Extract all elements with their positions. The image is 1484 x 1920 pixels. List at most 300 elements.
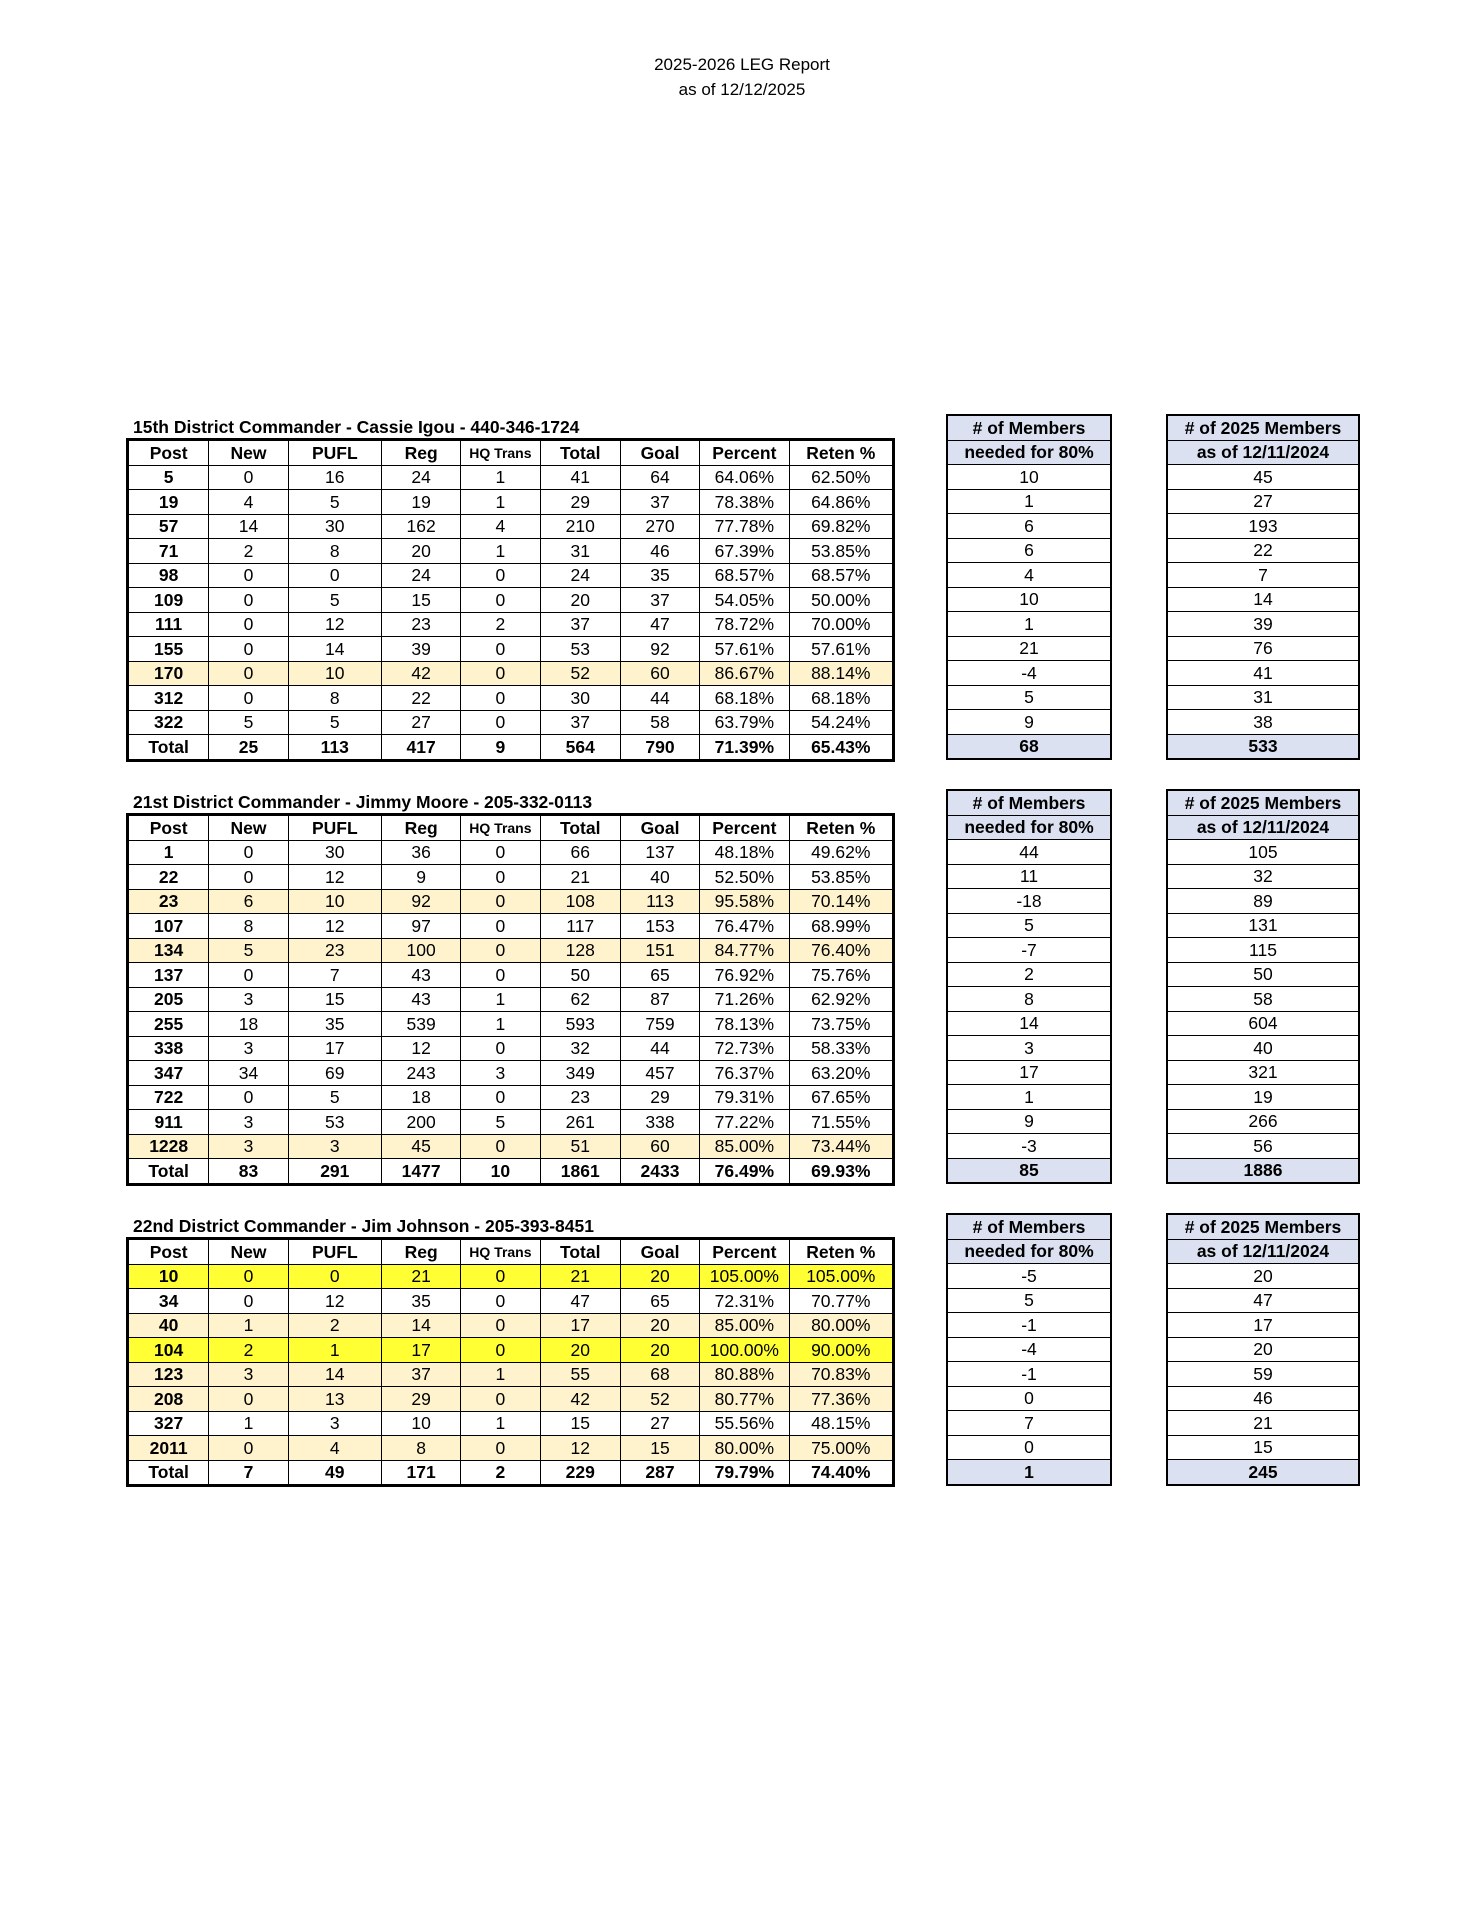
side-row: [1167, 1411, 1359, 1436]
cell-reten: 53.85%: [789, 865, 892, 890]
cell-reten: 74.40%: [789, 1460, 892, 1485]
cell-reten: 64.86%: [789, 490, 892, 515]
cell-pufl: 5: [288, 1085, 381, 1110]
side-header-row: [947, 440, 1111, 465]
side-row: [947, 1134, 1111, 1159]
cell-goal: 790: [620, 735, 699, 760]
side-row: [1167, 465, 1359, 490]
side-value: 604: [1167, 1011, 1359, 1036]
cell-reg: 21: [381, 1264, 460, 1289]
cell-goal: 40: [620, 865, 699, 890]
cell-pufl: 12: [288, 865, 381, 890]
cell-reten: 105.00%: [789, 1264, 892, 1289]
side-row: [947, 1386, 1111, 1411]
cell-percent: 76.37%: [700, 1061, 789, 1086]
cell-hq: 0: [461, 637, 540, 662]
cell-new: 0: [209, 1289, 288, 1314]
table-row: [129, 563, 893, 588]
column-header: Reten %: [789, 1240, 892, 1265]
cell-percent: 76.49%: [700, 1159, 789, 1184]
side-header: # of 2025 Members: [1167, 1214, 1359, 1239]
cell-goal: 759: [620, 1012, 699, 1037]
cell-percent: 76.47%: [700, 914, 789, 939]
cell-total: 32: [540, 1036, 620, 1061]
side-value: 5: [947, 913, 1111, 938]
cell-reten: 71.55%: [789, 1110, 892, 1135]
table-row: [129, 637, 893, 662]
cell-reg: 23: [381, 612, 460, 637]
cell-reg: 45: [381, 1134, 460, 1159]
cell-post: 40: [129, 1313, 209, 1338]
cell-reten: 65.43%: [789, 735, 892, 760]
cell-new: 0: [209, 588, 288, 613]
cell-post: 1228: [129, 1134, 209, 1159]
cell-percent: 72.31%: [700, 1289, 789, 1314]
side-row: [1167, 661, 1359, 686]
side-value: -4: [947, 661, 1111, 686]
cell-reg: 200: [381, 1110, 460, 1135]
cell-new: 0: [209, 563, 288, 588]
cell-pufl: 13: [288, 1387, 381, 1412]
side-value: 5: [947, 685, 1111, 710]
cell-new: 3: [209, 1362, 288, 1387]
side-row: [1167, 840, 1359, 865]
cell-post: 312: [129, 686, 209, 711]
side-row: [947, 1362, 1111, 1387]
cell-post: 1: [129, 840, 209, 865]
side-header-row: [947, 790, 1111, 815]
cell-total: 62: [540, 987, 620, 1012]
table-row: [129, 1085, 893, 1110]
table-header-row: [129, 441, 893, 466]
table-row: [129, 710, 893, 735]
side-value: 20: [1167, 1337, 1359, 1362]
cell-pufl: 0: [288, 1264, 381, 1289]
cell-goal: 338: [620, 1110, 699, 1135]
cell-new: 3: [209, 1110, 288, 1135]
column-header: Goal: [620, 1240, 699, 1265]
cell-pufl: 16: [288, 465, 381, 490]
cell-reg: 15: [381, 588, 460, 613]
cell-pufl: 3: [288, 1134, 381, 1159]
cell-reg: 39: [381, 637, 460, 662]
side-row: [1167, 1109, 1359, 1134]
side-total: 1886: [1167, 1158, 1359, 1183]
side-total: 245: [1167, 1460, 1359, 1485]
cell-hq: 0: [461, 1338, 540, 1363]
side-header: needed for 80%: [947, 815, 1111, 840]
side-value: 45: [1167, 465, 1359, 490]
cell-new: 4: [209, 490, 288, 515]
cell-hq: 1: [461, 987, 540, 1012]
table-row: [129, 612, 893, 637]
side-row: [1167, 538, 1359, 563]
side-row: [947, 685, 1111, 710]
side-value: 6: [947, 514, 1111, 539]
cell-total: 37: [540, 710, 620, 735]
cell-new: 2: [209, 539, 288, 564]
cell-total: 21: [540, 865, 620, 890]
cell-hq: 1: [461, 1411, 540, 1436]
side-row: [947, 1288, 1111, 1313]
cell-post: 170: [129, 661, 209, 686]
side-value: 0: [947, 1435, 1111, 1460]
cell-post: 722: [129, 1085, 209, 1110]
cell-reten: 67.65%: [789, 1085, 892, 1110]
district-title: 22nd District Commander - Jim Johnson - 205-393-8451: [133, 1216, 594, 1236]
district-title: 21st District Commander - Jimmy Moore - 205-332-0113: [133, 792, 593, 812]
side-row: [947, 1060, 1111, 1085]
side-header: # of Members: [947, 1214, 1111, 1239]
cell-reg: 43: [381, 987, 460, 1012]
district-table: [128, 1239, 893, 1485]
cell-reten: 77.36%: [789, 1387, 892, 1412]
table-row: [129, 963, 893, 988]
cell-reg: 27: [381, 710, 460, 735]
cell-pufl: 10: [288, 889, 381, 914]
cell-hq: 0: [461, 588, 540, 613]
side-header: # of Members: [947, 415, 1111, 440]
cell-reten: 73.44%: [789, 1134, 892, 1159]
column-header: Reg: [381, 816, 460, 841]
cell-total: 42: [540, 1387, 620, 1412]
cell-reg: 9: [381, 865, 460, 890]
side-total: 533: [1167, 734, 1359, 759]
side-value: 11: [947, 864, 1111, 889]
side-value: 8: [947, 987, 1111, 1012]
side-value: 17: [1167, 1313, 1359, 1338]
side-row: [947, 987, 1111, 1012]
side-row: [1167, 1264, 1359, 1289]
cell-hq: 0: [461, 865, 540, 890]
column-header: Total: [540, 816, 620, 841]
side-row: [1167, 962, 1359, 987]
cell-goal: 287: [620, 1460, 699, 1485]
cell-post: 71: [129, 539, 209, 564]
column-header: Reg: [381, 441, 460, 466]
side-row: [1167, 514, 1359, 539]
cell-reten: 73.75%: [789, 1012, 892, 1037]
side-value: 38: [1167, 710, 1359, 735]
side-row: [947, 563, 1111, 588]
members-2025-table: [1166, 789, 1360, 1184]
side-row: [947, 1337, 1111, 1362]
cell-new: 1: [209, 1411, 288, 1436]
table-row: [129, 865, 893, 890]
cell-new: 0: [209, 865, 288, 890]
cell-goal: 20: [620, 1338, 699, 1363]
cell-total: 24: [540, 563, 620, 588]
side-value: 19: [1167, 1085, 1359, 1110]
cell-pufl: 10: [288, 661, 381, 686]
cell-post: 347: [129, 1061, 209, 1086]
cell-post: 57: [129, 514, 209, 539]
cell-reten: 54.24%: [789, 710, 892, 735]
cell-pufl: 12: [288, 612, 381, 637]
report-title: 2025-2026 LEG Report: [654, 55, 830, 74]
side-header-row: [947, 815, 1111, 840]
table-row: [129, 1012, 893, 1037]
cell-pufl: 8: [288, 686, 381, 711]
cell-hq: 1: [461, 1362, 540, 1387]
table-row: [129, 490, 893, 515]
side-row: [1167, 489, 1359, 514]
cell-total: 53: [540, 637, 620, 662]
cell-reten: 49.62%: [789, 840, 892, 865]
side-row: [1167, 1288, 1359, 1313]
side-header: needed for 80%: [947, 1239, 1111, 1264]
side-row: [947, 1435, 1111, 1460]
cell-pufl: 49: [288, 1460, 381, 1485]
table-row: [129, 1411, 893, 1436]
cell-reg: 35: [381, 1289, 460, 1314]
cell-goal: 27: [620, 1411, 699, 1436]
side-row: [947, 1264, 1111, 1289]
column-header: New: [209, 1240, 288, 1265]
column-header: Post: [129, 441, 209, 466]
side-total: 68: [947, 734, 1111, 759]
cell-reg: 17: [381, 1338, 460, 1363]
cell-new: 0: [209, 637, 288, 662]
cell-hq: 0: [461, 840, 540, 865]
cell-reten: 75.76%: [789, 963, 892, 988]
column-header: HQ Trans: [461, 1240, 540, 1265]
table-row: [129, 1264, 893, 1289]
cell-percent: 77.78%: [700, 514, 789, 539]
cell-reg: 8: [381, 1436, 460, 1461]
cell-pufl: 113: [288, 735, 381, 760]
needed-for-80-table: [946, 1213, 1112, 1486]
cell-reten: 88.14%: [789, 661, 892, 686]
side-value: 1: [947, 489, 1111, 514]
side-value: 321: [1167, 1060, 1359, 1085]
side-row: [1167, 636, 1359, 661]
side-row: [1167, 685, 1359, 710]
side-value: -4: [947, 1337, 1111, 1362]
cell-total: 20: [540, 588, 620, 613]
cell-reg: 24: [381, 465, 460, 490]
cell-total: 21: [540, 1264, 620, 1289]
cell-total: 15: [540, 1411, 620, 1436]
side-row: [947, 840, 1111, 865]
cell-reten: 48.15%: [789, 1411, 892, 1436]
cell-percent: 95.58%: [700, 889, 789, 914]
side-value: 22: [1167, 538, 1359, 563]
cell-goal: 35: [620, 563, 699, 588]
cell-total: 12: [540, 1436, 620, 1461]
cell-total: 52: [540, 661, 620, 686]
side-value: 14: [1167, 587, 1359, 612]
cell-new: 0: [209, 1085, 288, 1110]
cell-goal: 37: [620, 588, 699, 613]
cell-percent: 85.00%: [700, 1313, 789, 1338]
cell-goal: 64: [620, 465, 699, 490]
cell-goal: 153: [620, 914, 699, 939]
side-total: 1: [947, 1460, 1111, 1485]
cell-percent: 52.50%: [700, 865, 789, 890]
cell-reg: 243: [381, 1061, 460, 1086]
cell-hq: 0: [461, 1085, 540, 1110]
members-2025-table: [1166, 1213, 1360, 1486]
cell-reg: 417: [381, 735, 460, 760]
side-row: [947, 1109, 1111, 1134]
side-row: [947, 612, 1111, 637]
cell-post: 109: [129, 588, 209, 613]
side-value: 21: [1167, 1411, 1359, 1436]
cell-percent: 57.61%: [700, 637, 789, 662]
table-row: [129, 1289, 893, 1314]
cell-total: 117: [540, 914, 620, 939]
cell-hq: 0: [461, 1036, 540, 1061]
column-header: Reten %: [789, 441, 892, 466]
cell-pufl: 291: [288, 1159, 381, 1184]
cell-reten: 80.00%: [789, 1313, 892, 1338]
side-row: [947, 889, 1111, 914]
side-value: 10: [947, 587, 1111, 612]
cell-post: 22: [129, 865, 209, 890]
cell-pufl: 14: [288, 1362, 381, 1387]
cell-post: 255: [129, 1012, 209, 1037]
cell-reten: 63.20%: [789, 1061, 892, 1086]
cell-pufl: 0: [288, 563, 381, 588]
cell-hq: 0: [461, 1436, 540, 1461]
side-value: -7: [947, 938, 1111, 963]
side-row: [947, 538, 1111, 563]
cell-reg: 171: [381, 1460, 460, 1485]
side-row: [947, 913, 1111, 938]
side-value: 39: [1167, 612, 1359, 637]
cell-percent: 105.00%: [700, 1264, 789, 1289]
cell-post: 5: [129, 465, 209, 490]
side-total-row: [1167, 1158, 1359, 1183]
cell-new: 18: [209, 1012, 288, 1037]
cell-reten: 70.77%: [789, 1289, 892, 1314]
side-header-row: [1167, 1239, 1359, 1264]
table-header-row: [129, 1240, 893, 1265]
cell-pufl: 8: [288, 539, 381, 564]
cell-goal: 457: [620, 1061, 699, 1086]
cell-hq: 0: [461, 1289, 540, 1314]
cell-reg: 43: [381, 963, 460, 988]
cell-post: 338: [129, 1036, 209, 1061]
table-row: [129, 1436, 893, 1461]
cell-percent: 78.72%: [700, 612, 789, 637]
side-row: [947, 661, 1111, 686]
cell-hq: 0: [461, 686, 540, 711]
cell-total: 128: [540, 938, 620, 963]
side-row: [947, 1411, 1111, 1436]
cell-reten: 90.00%: [789, 1338, 892, 1363]
cell-percent: 76.92%: [700, 963, 789, 988]
cell-pufl: 30: [288, 514, 381, 539]
cell-percent: 77.22%: [700, 1110, 789, 1135]
cell-reg: 20: [381, 539, 460, 564]
cell-new: 0: [209, 612, 288, 637]
cell-hq: 2: [461, 1460, 540, 1485]
table-row: [129, 465, 893, 490]
cell-post: 98: [129, 563, 209, 588]
cell-pufl: 14: [288, 637, 381, 662]
cell-post: Total: [129, 1159, 209, 1184]
side-value: 31: [1167, 685, 1359, 710]
table-row: [129, 1387, 893, 1412]
cell-total: 47: [540, 1289, 620, 1314]
cell-goal: 60: [620, 661, 699, 686]
cell-hq: 0: [461, 1134, 540, 1159]
cell-new: 3: [209, 1134, 288, 1159]
side-value: 17: [947, 1060, 1111, 1085]
side-row: [1167, 889, 1359, 914]
side-value: 4: [947, 563, 1111, 588]
cell-goal: 58: [620, 710, 699, 735]
cell-pufl: 30: [288, 840, 381, 865]
cell-new: 2: [209, 1338, 288, 1363]
side-value: 266: [1167, 1109, 1359, 1134]
cell-hq: 1: [461, 1012, 540, 1037]
table-row: [129, 539, 893, 564]
side-total: 85: [947, 1158, 1111, 1183]
district-title: 15th District Commander - Cassie Igou - 440-346-1724: [133, 417, 580, 437]
side-value: 6: [947, 538, 1111, 563]
side-row: [1167, 587, 1359, 612]
side-header-row: [1167, 415, 1359, 440]
side-value: 131: [1167, 913, 1359, 938]
cell-goal: 87: [620, 987, 699, 1012]
cell-total: 349: [540, 1061, 620, 1086]
side-value: 7: [947, 1411, 1111, 1436]
cell-reten: 68.18%: [789, 686, 892, 711]
cell-reg: 42: [381, 661, 460, 686]
side-value: 76: [1167, 636, 1359, 661]
side-row: [947, 1011, 1111, 1036]
cell-new: 5: [209, 710, 288, 735]
side-row: [1167, 938, 1359, 963]
cell-percent: 79.79%: [700, 1460, 789, 1485]
cell-reg: 24: [381, 563, 460, 588]
side-value: -18: [947, 889, 1111, 914]
side-row: [1167, 1362, 1359, 1387]
cell-percent: 55.56%: [700, 1411, 789, 1436]
cell-percent: 71.39%: [700, 735, 789, 760]
cell-reten: 58.33%: [789, 1036, 892, 1061]
table-row: [129, 1313, 893, 1338]
side-row: [947, 710, 1111, 735]
column-header: Total: [540, 1240, 620, 1265]
side-value: 115: [1167, 938, 1359, 963]
cell-total: 51: [540, 1134, 620, 1159]
cell-percent: 63.79%: [700, 710, 789, 735]
district-table: [128, 815, 893, 1184]
cell-percent: 72.73%: [700, 1036, 789, 1061]
side-row: [947, 938, 1111, 963]
column-header: Reg: [381, 1240, 460, 1265]
cell-new: 0: [209, 465, 288, 490]
side-value: 59: [1167, 1362, 1359, 1387]
cell-percent: 85.00%: [700, 1134, 789, 1159]
cell-total: 50: [540, 963, 620, 988]
side-header: as of 12/11/2024: [1167, 1239, 1359, 1264]
cell-goal: 20: [620, 1313, 699, 1338]
side-header-row: [947, 415, 1111, 440]
cell-reg: 97: [381, 914, 460, 939]
cell-goal: 60: [620, 1134, 699, 1159]
side-row: [1167, 563, 1359, 588]
side-value: 9: [947, 710, 1111, 735]
side-value: 2: [947, 962, 1111, 987]
cell-goal: 52: [620, 1387, 699, 1412]
side-value: 89: [1167, 889, 1359, 914]
column-header: New: [209, 441, 288, 466]
